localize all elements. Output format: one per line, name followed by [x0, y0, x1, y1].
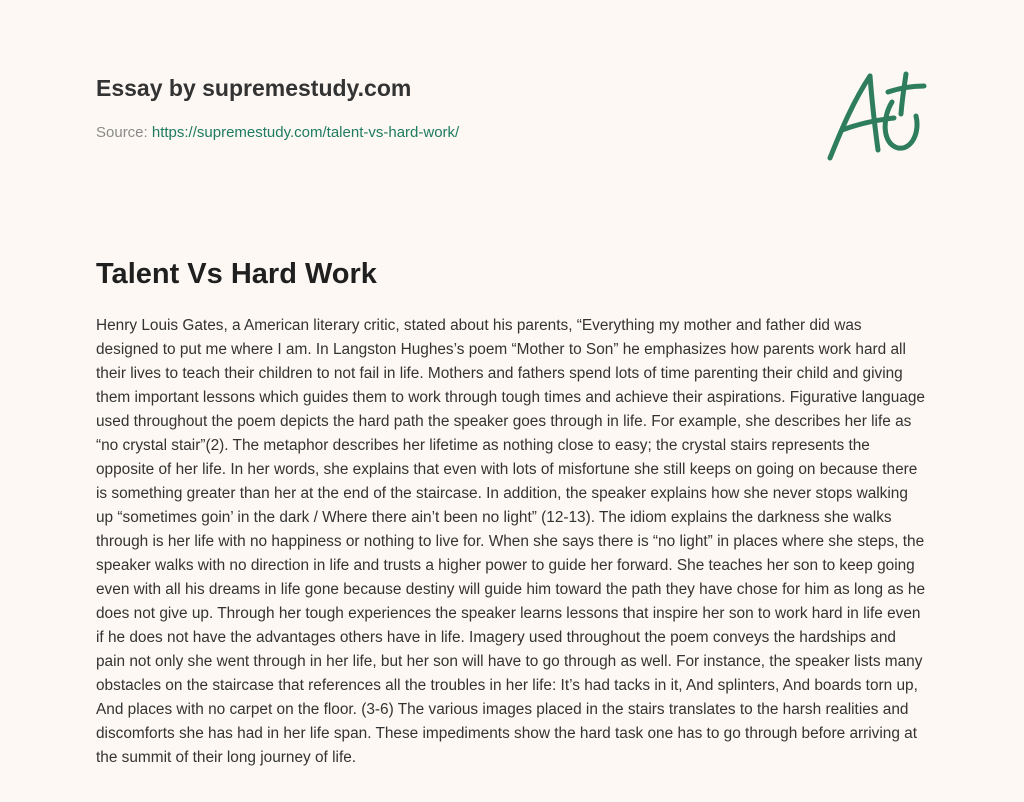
a-plus-grade-icon [820, 66, 930, 166]
source-link[interactable]: https://supremestudy.com/talent-vs-hard-work/ [151, 124, 460, 141]
source-label: Source: [96, 124, 152, 141]
site-title: Essay by supremestudy.com [96, 75, 412, 101]
essay-body: Henry Louis Gates, a American literary critic, stated about his parents, “Everything my mother and father did was designed to put me where I am. In Langston Hughes’s poem “Mother to Son” he emphasizes how parents work hard all their lives to teach their children to not fail in life. Mothers and fathers spend lots of time parenting their child and giving them important lessons which guides them to work through tough times and achieve their aspirations. Figurative language used throughout the poem depicts the hard path the speaker goes through in life. For example, she describes her life as “no crystal stair”(2). The metaphor describes her lifetime as nothing close to easy; the crystal stairs represents the opposite of her life. In her words, she explains that even with lots of misfortune she still keeps on going on because there is something greater than her at the end of the staircase. In addition, the speaker explains how she never stops walking up “sometimes goin’ in the dark / Where there ain’t been no light” (12-13). The idiom explains the darkness she walks through is her life with no happiness or nothing to live for. When she says there is “no light” in places where she steps, the speaker walks with no direction in life and trusts a higher power to guide her forward. She teaches her son to keep going even with all his dreams in life gone because destiny will guide him toward the path they have chose for him as long as he does not give up. Through her tough experiences the speaker learns lessons that inspire her son to work hard in life even if he does not have the advantages others have in life. Imagery used throughout the poem conveys the hardships and pain not only she went through in her life, but her son will have to go through as well. For instance, the speaker lists many obstacles on the staircase that references all the troubles in her life: It’s had tacks in it, And splinters, And boards torn up, And places with no carpet on the floor. (3-6) The various images placed in the stairs translates to the harsh realities and discomforts she has had in her life span. These impediments show the hard task one has to go through before arriving at the summit of their long journey of life. [96, 317, 925, 766]
source-line [96, 123, 459, 143]
essay-title: Talent Vs Hard Work [96, 258, 377, 290]
